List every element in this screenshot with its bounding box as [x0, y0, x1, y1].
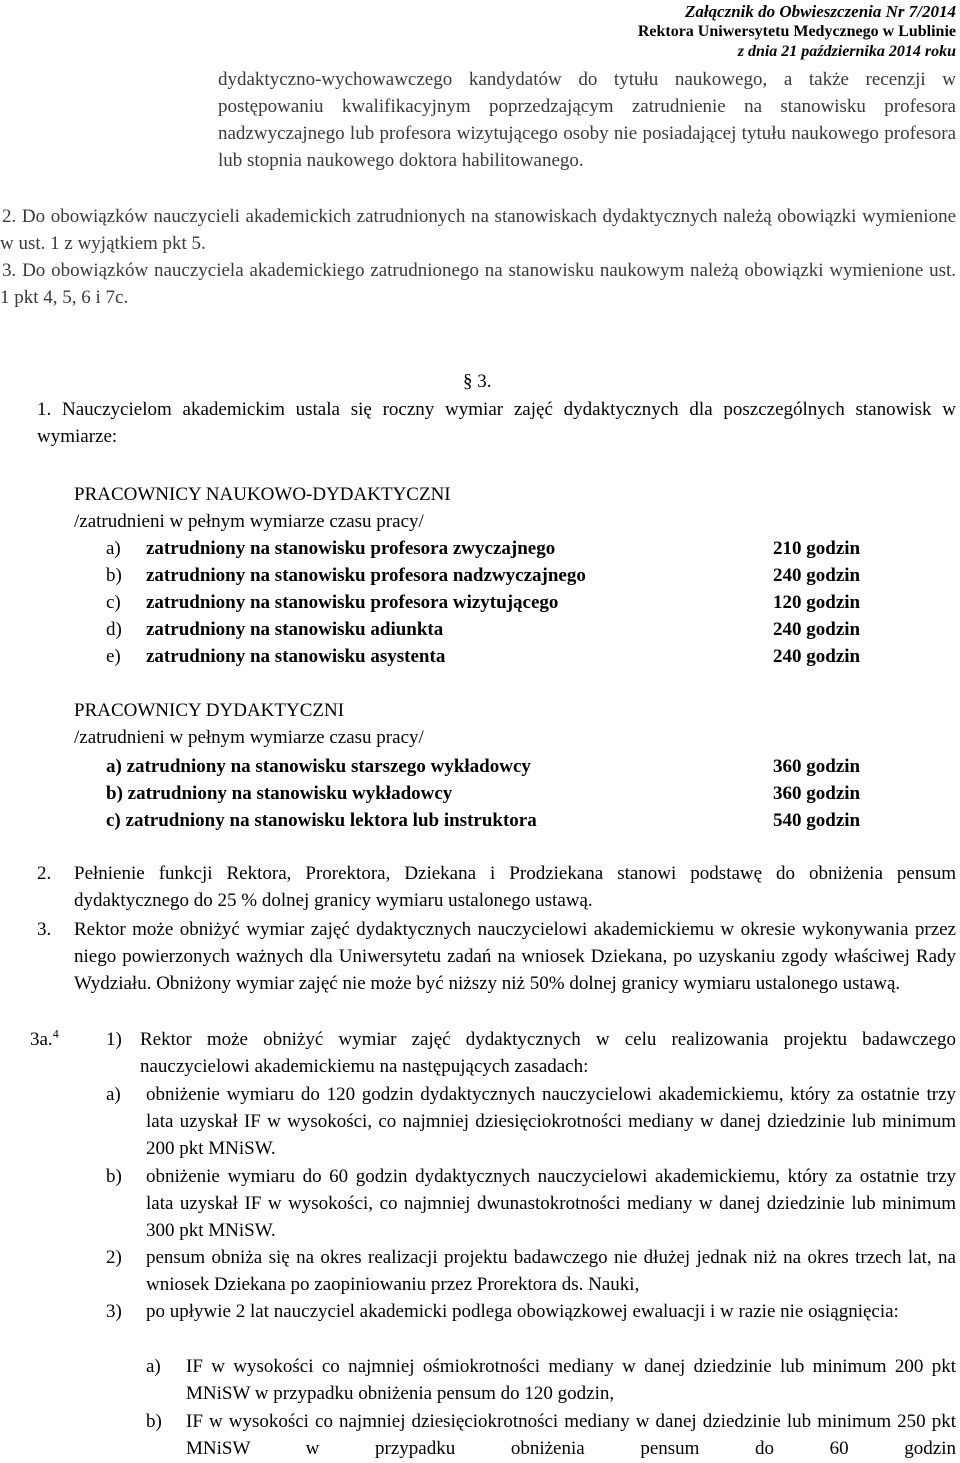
group-1-subtitle: /zatrudnieni w pełnym wymiarze czasu pracy/ [74, 511, 424, 532]
p3a-text: IF w wysokości co najmniej ośmiokrotności mediany w danej dziedzinie lub minimum 200 pkt MNiSW w przypadku obniżenia pensum do 120 godzin, [186, 1356, 956, 1404]
group-1-title: PRACOWNICY NAUKOWO-DYDAKTYCZNI [74, 484, 451, 505]
table-row-letter: b) [106, 565, 122, 586]
table-row-letter: c) [106, 592, 121, 613]
s3-item-3a-number [30, 1026, 59, 1053]
s3-item-3a-label: 3a. [30, 1029, 53, 1050]
p3b-text: IF w wysokości co najmniej dziesięciokrotności mediany w danej dziedzinie lub minimum 250 pkt MNiSW w przypadku obniżenia pensum do 60 godzin [186, 1411, 956, 1459]
table-row-value: 360 godzin [773, 783, 861, 804]
table-row-label: zatrudniony na stanowisku adiunkta [146, 619, 444, 640]
p1-number: 1) [106, 1029, 122, 1050]
table-row-letter: a) [106, 538, 121, 559]
s3-item-2-number: 2. [37, 863, 52, 884]
table-row-label: c) zatrudniony na stanowisku lektora lub instruktora [106, 810, 537, 831]
p3-number: 3) [106, 1301, 122, 1322]
section-heading: § 3. [463, 371, 492, 392]
item-2-text: Do obowiązków nauczycieli akademickich zatrudnionych na stanowiskach dydaktycznych należą obowiązki wymienione w ust. 1 z wyjątkiem pkt 5. [0, 206, 956, 254]
table-row-label: zatrudniony na stanowisku asystenta [146, 646, 446, 667]
p1b-number: b) [106, 1166, 122, 1187]
s3-item-3-text: Rektor może obniżyć wymiar zajęć dydaktycznych nauczycielowi akademickiemu w okresie wykonywania przez niego powierzonych ważnych dla Uniwersytetu zadań na wniosek Dziekana, po uzyskaniu zgody właściwej Rady Wydziału. Obniżony wymiar zajęć nie może być niższy niż 50% dolnej granicy wymiaru ustalonego ustawą. [74, 919, 956, 994]
header-line-3: z dnia 21 października 2014 roku [737, 43, 956, 60]
table-row-letter: e) [106, 646, 121, 667]
intro-paragraph: dydaktyczno-wychowawczego kandydatów do tytułu naukowego, a także recenzji w postępowaniu kwalifikacyjnym poprzedzającym zatrudnienie na stanowisku profesora nadzwyczajnego lub profesora wizytującego osoby nie posiadającej tytułu naukowego profesora lub stopnia naukowego doktora habilitowanego. [218, 69, 956, 171]
table-row-value: 120 godzin [773, 592, 861, 613]
p3b-number: b) [146, 1411, 162, 1432]
table-row-value: 360 godzin [773, 756, 861, 777]
p3-text: po upływie 2 lat nauczyciel akademicki podlega obowiązkowej ewaluacji i w razie nie osiągnięcia: [146, 1301, 899, 1322]
p1b-text: obniżenie wymiaru do 60 godzin dydaktycznych nauczycielowi akademickiemu, który za ostatnie trzy lata uzyskał IF w wysokości, co najmniej dwunastokrotności mediany w danej dziedzinie lub minimum 300 pkt MNiSW. [146, 1166, 956, 1241]
table-row-value: 240 godzin [773, 565, 861, 586]
p1a-number: a) [106, 1084, 121, 1105]
table-row-letter: d) [106, 619, 122, 640]
p3a-number: a) [146, 1356, 161, 1377]
group-2-subtitle: /zatrudnieni w pełnym wymiarze czasu pracy/ [74, 727, 424, 748]
table-row-value: 240 godzin [773, 646, 861, 667]
document-header [638, 2, 956, 62]
group-2-title: PRACOWNICY DYDAKTYCZNI [74, 700, 345, 721]
s3-item-1-number: 1. [37, 399, 52, 420]
table-row-label: a) zatrudniony na stanowisku starszego wykładowcy [106, 756, 531, 777]
table-row-value: 210 godzin [773, 538, 861, 559]
p2-text: pensum obniża się na okres realizacji projektu badawczego nie dłużej jednak niż na okres trzech lat, na wniosek Dziekana po zaopiniowaniu przez Prorektora ds. Nauki, [146, 1247, 956, 1295]
s3-item-1 [37, 396, 956, 450]
p1a-text: obniżenie wymiaru do 120 godzin dydaktycznych nauczycielowi akademickiemu, który za ostatnie trzy lata uzyskał IF w wysokości, co najmniej dziesięciokrotności mediany w danej dziedzinie lub minimum 200 pkt MNiSW. [146, 1084, 956, 1159]
footnote-marker: 4 [52, 1026, 59, 1041]
p2-number: 2) [106, 1247, 122, 1268]
item-3 [0, 257, 956, 311]
item-2-number: 2. [2, 206, 17, 227]
p1-text: Rektor może obniżyć wymiar zajęć dydaktycznych w celu realizowania projektu badawczego nauczycielowi akademickiemu na następujących zasadach: [140, 1029, 956, 1077]
table-row-label: b) zatrudniony na stanowisku wykładowcy [106, 783, 453, 804]
item-3-number: 3. [2, 260, 17, 281]
table-row-label: zatrudniony na stanowisku profesora nadzwyczajnego [146, 565, 586, 586]
table-row-label: zatrudniony na stanowisku profesora wizytującego [146, 592, 559, 613]
table-row-value: 540 godzin [773, 810, 861, 831]
s3-item-1-text: Nauczycielom akademickim ustala się roczny wymiar zajęć dydaktycznych dla poszczególnych stanowisk w wymiarze: [37, 399, 957, 447]
s3-item-3-number: 3. [37, 919, 52, 940]
table-row-label: zatrudniony na stanowisku profesora zwyczajnego [146, 538, 556, 559]
item-3-text: Do obowiązków nauczyciela akademickiego zatrudnionego na stanowisku naukowym należą obowiązki wymienione ust. 1 pkt 4, 5, 6 i 7c. [0, 260, 956, 308]
header-line-1: Załącznik do Obwieszczenia Nr 7/2014 [684, 2, 956, 21]
s3-item-2-text: Pełnienie funkcji Rektora, Prorektora, Dziekana i Prodziekana stanowi podstawę do obniżenia pensum dydaktycznego do 25 % dolnej granicy wymiaru ustalonego ustawą. [74, 863, 956, 911]
header-line-2: Rektora Uniwersytetu Medycznego w Lublinie [637, 23, 956, 40]
table-row-value: 240 godzin [773, 619, 861, 640]
item-2 [0, 203, 956, 257]
